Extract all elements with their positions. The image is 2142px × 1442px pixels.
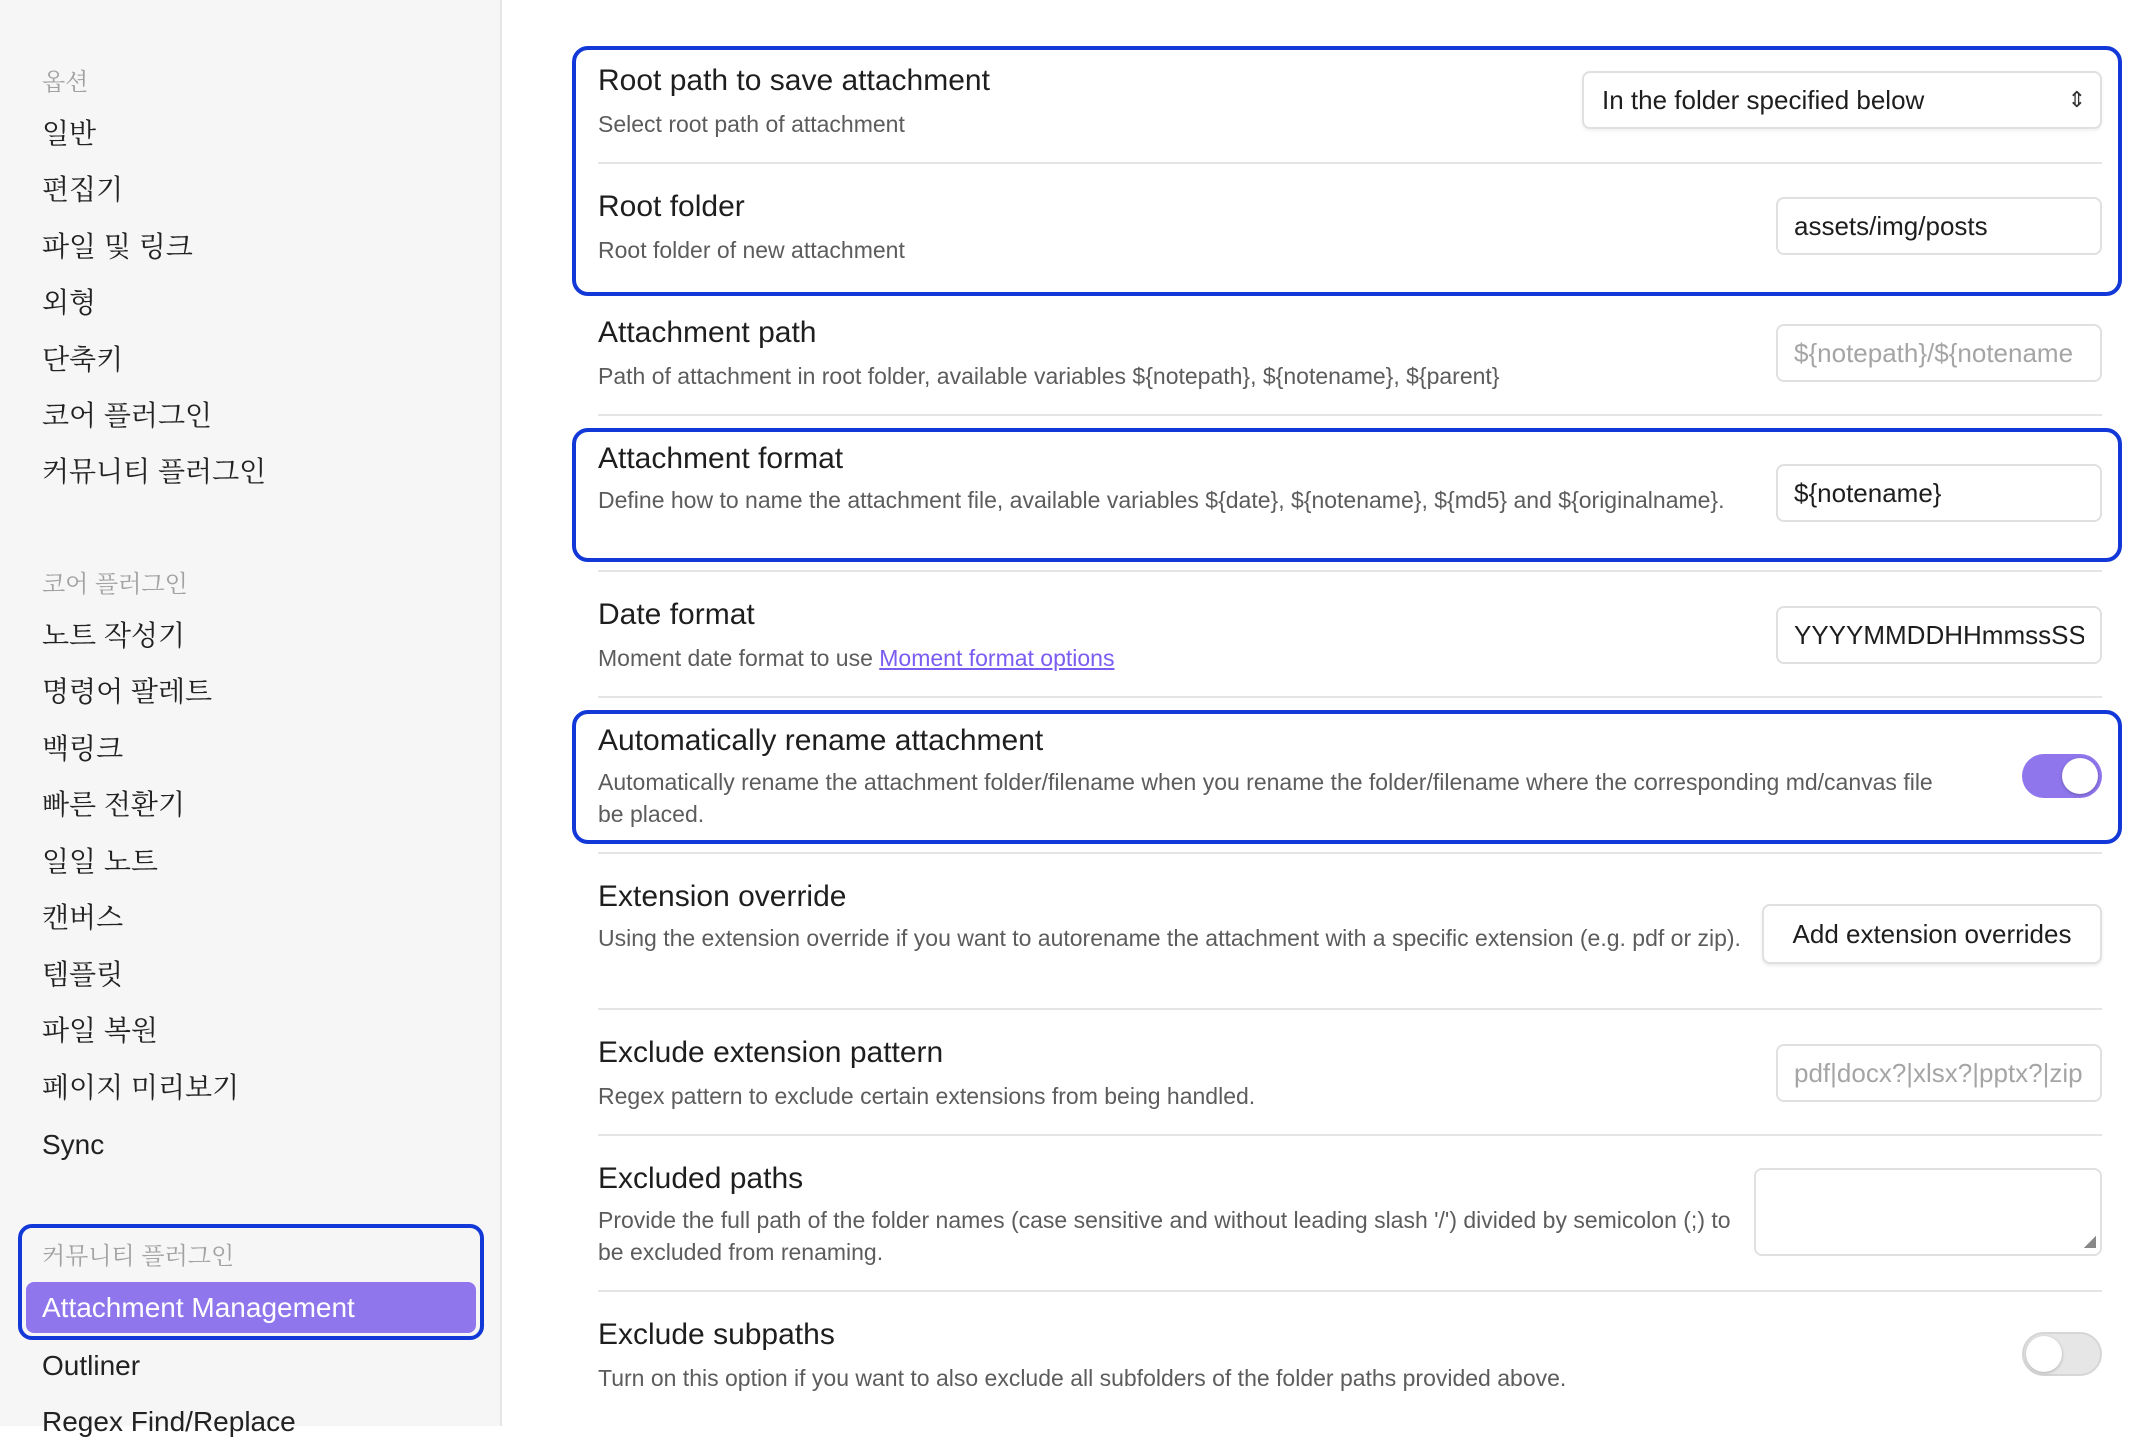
- setting-title: Date format: [598, 598, 755, 631]
- setting-title: Automatically rename attachment: [598, 724, 1044, 757]
- add-extension-overrides-button[interactable]: Add extension overrides: [1762, 904, 2102, 964]
- setting-extension-override: [598, 854, 2102, 1010]
- sidebar-highlight-box: [18, 1224, 484, 1340]
- resize-grip-icon[interactable]: ◢: [2083, 1233, 2096, 1250]
- exclude-extension-input[interactable]: [1776, 1044, 2102, 1102]
- sidebar-item-page-preview[interactable]: 페이지 미리보기: [42, 1072, 240, 1103]
- setting-excluded-paths: [598, 1136, 2102, 1292]
- setting-exclude-extension: [598, 1010, 2102, 1134]
- chevron-up-down-icon: ⇕: [2067, 87, 2086, 112]
- sidebar-item-command-palette[interactable]: 명령어 팔레트: [42, 676, 213, 707]
- sidebar-item-file-recovery[interactable]: 파일 복원: [42, 1015, 158, 1046]
- setting-title: Excluded paths: [598, 1162, 804, 1195]
- setting-description: Automatically rename the attachment folder/filename when you rename the folder/filename where the corresponding md/canvas file be placed.: [598, 769, 1933, 827]
- sidebar-item-templates[interactable]: 템플릿: [42, 959, 124, 990]
- excluded-paths-textarea[interactable]: [1754, 1168, 2102, 1256]
- select-value: In the folder specified below: [1602, 85, 1925, 115]
- sidebar-section-options: 옵션: [42, 69, 89, 96]
- moment-format-link[interactable]: Moment format options: [879, 645, 1115, 671]
- date-format-desc-text: Moment date format to use: [598, 645, 880, 671]
- exclude-subpaths-toggle[interactable]: [2022, 1332, 2102, 1376]
- sidebar-section-core-plugins: 코어 플러그인: [42, 571, 188, 598]
- sidebar-item-attachment-management[interactable]: Attachment Management: [26, 1282, 476, 1333]
- sidebar-section-community-plugins: 커뮤니티 플러그인: [42, 1243, 235, 1270]
- highlight-box-attachment-format: [572, 428, 2122, 562]
- setting-description: Path of attachment in root folder, available variables ${notepath}, ${notename}, ${parent}: [598, 363, 1500, 389]
- setting-description: Using the extension override if you want to autorename the attachment with a specific extension (e.g. pdf or zip).: [598, 925, 1741, 951]
- setting-date-format: [598, 572, 2102, 696]
- sidebar-item-community-plugins[interactable]: 커뮤니티 플러그인: [42, 456, 267, 487]
- highlight-box-root-settings: [572, 46, 2122, 296]
- sidebar-item-daily-notes[interactable]: 일일 노트: [42, 846, 158, 877]
- sidebar-item-appearance[interactable]: 외형: [42, 287, 97, 318]
- setting-description: Turn on this option if you want to also exclude all subfolders of the folder paths provided above.: [598, 1365, 1567, 1391]
- sidebar-item-editor[interactable]: 편집기: [42, 174, 124, 205]
- setting-title: Exclude subpaths: [598, 1318, 835, 1351]
- setting-exclude-subpaths: [598, 1292, 2102, 1426]
- setting-description: [598, 642, 1114, 674]
- sidebar-item-hotkeys[interactable]: 단축키: [42, 344, 124, 375]
- setting-title: Extension override: [598, 880, 847, 913]
- setting-title: Exclude extension pattern: [598, 1036, 944, 1069]
- setting-title: Root path to save attachment: [598, 64, 990, 97]
- setting-attachment-path: [598, 290, 2102, 414]
- highlight-box-auto-rename: [572, 710, 2122, 844]
- sidebar-item-files-links[interactable]: 파일 및 링크: [42, 231, 193, 262]
- sidebar-item-general[interactable]: 일반: [42, 118, 97, 149]
- setting-title: Attachment format: [598, 442, 844, 475]
- sidebar-item-sync[interactable]: Sync: [42, 1129, 105, 1160]
- attachment-path-input[interactable]: [1776, 324, 2102, 382]
- sidebar-item-quick-switcher[interactable]: 빠른 전환기: [42, 789, 186, 820]
- settings-sidebar: [0, 0, 502, 1437]
- setting-title: Attachment path: [598, 316, 817, 349]
- sidebar-item-backlinks[interactable]: 백링크: [42, 733, 124, 764]
- sidebar-item-regex-find-replace[interactable]: Regex Find/Replace: [42, 1406, 296, 1437]
- toggle-knob: [2026, 1336, 2062, 1372]
- sidebar-item-outliner[interactable]: Outliner: [42, 1350, 141, 1381]
- setting-title: Root folder: [598, 190, 745, 223]
- sidebar-item-canvas[interactable]: 캔버스: [42, 902, 124, 933]
- settings-content: [502, 0, 2142, 1426]
- setting-description: Select root path of attachment: [598, 111, 905, 137]
- setting-description: Root folder of new attachment: [598, 237, 905, 263]
- sidebar-item-note-composer[interactable]: 노트 작성기: [42, 620, 186, 651]
- setting-description: Define how to name the attachment file, available variables ${date}, ${notename}, ${md5} and ${originalname}.: [598, 487, 1725, 513]
- setting-description: Provide the full path of the folder names (case sensitive and without leading slash '/') divided by semicolon (;) to be excluded from renaming.: [598, 1207, 1731, 1265]
- setting-description: Regex pattern to exclude certain extensions from being handled.: [598, 1083, 1256, 1109]
- sidebar-item-core-plugins[interactable]: 코어 플러그인: [42, 400, 213, 431]
- date-format-input[interactable]: [1776, 606, 2102, 664]
